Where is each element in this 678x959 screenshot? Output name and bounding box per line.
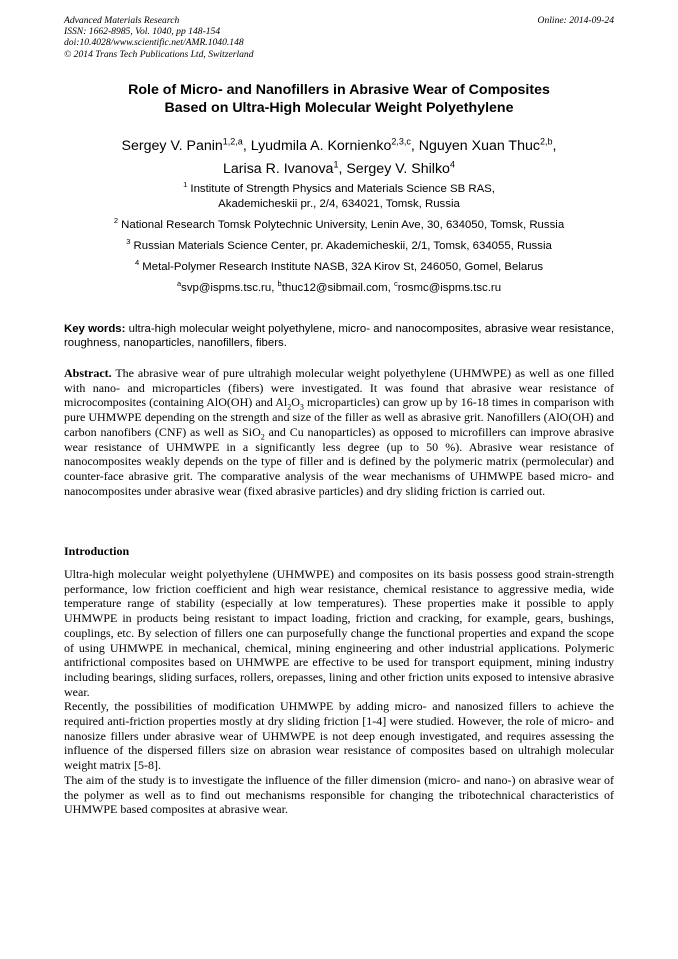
author-name: Sergey V. Shilko (346, 161, 450, 177)
abstract-label: Abstract. (64, 366, 112, 380)
keywords-text: ultra-high molecular weight polyethylene, micro- and nanocomposites, abrasive wear resistance, roughness, nanoparticles, nanofillers, fibers. (64, 323, 615, 350)
affiliation-number: 2 (113, 216, 118, 226)
author-name: Lyudmila A. Kornienko (250, 138, 392, 154)
affiliation-3 (64, 239, 614, 254)
author-separator: , (242, 138, 251, 154)
affiliation-text: Metal-Polymer Research Institute NASB, 32A Kirov St, 246050, Gomel, Belarus (142, 261, 544, 273)
author-separator: , (338, 161, 347, 177)
subscript: 2 (260, 432, 265, 442)
paragraph: Ultra-high molecular weight polyethylene (UHMWPE) and composites on its basis possess good strain-strength performance, low friction coefficient and high wear resistance, chemical resistance to aggressive media, wide temperature range of stability (especially at low temperatures). These properties make it possible to apply UHMWPE in products being resistant to impact loading, friction and cracking, for example, gears, bushings, couplings, etc. By selection of fillers one can purposefully change the functional properties and expand the scope of using UHMWPE in mechanical, chemical, mining engineering and other industrial applications. Polymeric antifrictional composites based on UHMWPE are effective to be used for transport equipment, mining industry including bearings, sliding surfaces, rollers, orepasses, lining and other friction units exposed to intensive abrasive wear. (64, 567, 614, 699)
abstract-text: The abrasive wear of pure ultrahigh molecular weight polyethylene (UHMWPE) as well as one filled with nano- and microparticles (fibers) were investigated. It was found that abrasive wear resistance of microcomposites (containing AlO(OH) and Al (64, 366, 614, 410)
affiliation-number: 1 (183, 180, 188, 190)
author-affiliation-mark: 4 (449, 159, 455, 170)
online-date: Online: 2014-09-24 (537, 15, 614, 26)
affiliation-text: Akademicheskii pr., 2/4, 634021, Tomsk, Russia (218, 198, 460, 210)
title-line-1: Role of Micro- and Nanofillers in Abrasive Wear of Composites (128, 82, 550, 98)
subscript: 3 (299, 402, 304, 412)
author-affiliation-mark: 2,3,c (391, 136, 411, 147)
author-affiliation-mark: 1,2,a (222, 136, 243, 147)
author-separator: , (410, 138, 419, 154)
email-address[interactable]: thuc12@sibmail.com (281, 282, 388, 294)
doi-line: doi:10.4028/www.scientific.net/AMR.1040.148 (64, 37, 244, 49)
author-name: Larisa R. Ivanova (223, 161, 334, 177)
paragraph: The aim of the study is to investigate the influence of the filler dimension (micro- and nano-) on abrasive wear of the polymer as well as to find out mechanisms responsible for changing the tribotechnical characteristics of UHMWPE based composites at abrasive wear. (64, 772, 614, 817)
email-line (64, 281, 614, 296)
email-separator: , (387, 282, 394, 294)
title-line-2: Based on Ultra-High Molecular Weight Polyethylene (164, 99, 514, 116)
keywords-label: Key words: (64, 323, 126, 335)
author-affiliation-mark: 1 (333, 159, 339, 170)
email-mark: a (176, 279, 182, 289)
affiliation-text: Institute of Strength Physics and Materials Science SB RAS, (190, 183, 495, 195)
author-separator: , (552, 138, 557, 154)
copyright-line: © 2014 Trans Tech Publications Ltd, Switzerland (64, 48, 254, 60)
abstract-text: O (291, 395, 300, 410)
author-affiliation-mark: 2,b (539, 136, 553, 147)
affiliations (64, 182, 614, 302)
subscript: 2 (287, 402, 292, 412)
publication-info (64, 15, 254, 60)
paper-title (64, 82, 614, 117)
email-address[interactable]: svp@ispms.tsc.ru (181, 282, 272, 294)
section-heading-introduction: Introduction (64, 544, 130, 558)
affiliation-text: Russian Materials Science Center, pr. Akademicheskii, 2/1, Tomsk, 634055, Russia (133, 240, 552, 252)
email-mark: b (277, 279, 282, 289)
author-line-1 (64, 135, 614, 158)
email-address[interactable]: rosmc@ispms.tsc.ru (397, 282, 502, 294)
affiliation-number: 4 (134, 258, 140, 268)
abstract-text: and Cu nanoparticles) as opposed to microfillers can improve abrasive wear resistance of UHMWPE in a significantly less degree (up to 50 %). Abrasive wear resistance of nanocomposites weakly depends on the type of filler and is defined by the polymeric matrix (permolecular) and counter-face abrasive grit. The comparative analysis of the wear mechanisms of UHMWPE based micro- and nanocomposites under abrasive wear (fixed abrasive particles) and dry sliding friction is carried out. (64, 424, 614, 498)
author-name: Sergey V. Panin (121, 138, 223, 154)
author-list (64, 135, 614, 181)
keywords-section (64, 322, 614, 351)
introduction-section (64, 567, 614, 817)
abstract-text: microparticles) can grow up by 16-18 times in comparison with pure UHMWPE depending on the strength and size of the filler as well as abrasive grit. Nanofillers (AlO(OH) and carbon nanofibers (CNF) as well as SiO (64, 395, 614, 439)
journal-name: Advanced Materials Research (64, 15, 180, 26)
author-name: Nguyen Xuan Thuc (418, 138, 540, 154)
affiliation-text: National Research Tomsk Polytechnic University, Lenin Ave, 30, 634050, Tomsk, Russia (121, 219, 565, 231)
abstract-section (64, 366, 614, 498)
affiliation-1 (64, 182, 614, 212)
paragraph: Recently, the possibilities of modification UHMWPE by adding micro- and nanosized fillers to achieve the required anti-friction properties mostly at dry sliding friction [1-4] were studied. However, the role of micro- and nanosize fillers under abrasive wear of UHMWPE is not deep enough investigated, and requires assessing the influence of the dispersed fillers size on abrasion wear resistance of composites based on ultrahigh molecular weight matrix [5-8]. (64, 699, 614, 773)
affiliation-number: 3 (126, 237, 131, 247)
author-line-2 (64, 158, 614, 181)
affiliation-2 (64, 218, 614, 233)
issn-line: ISSN: 1662-8985, Vol. 1040, pp 148-154 (64, 26, 221, 38)
affiliation-4 (64, 260, 614, 275)
email-separator: , (271, 282, 278, 294)
email-mark: c (393, 279, 398, 289)
